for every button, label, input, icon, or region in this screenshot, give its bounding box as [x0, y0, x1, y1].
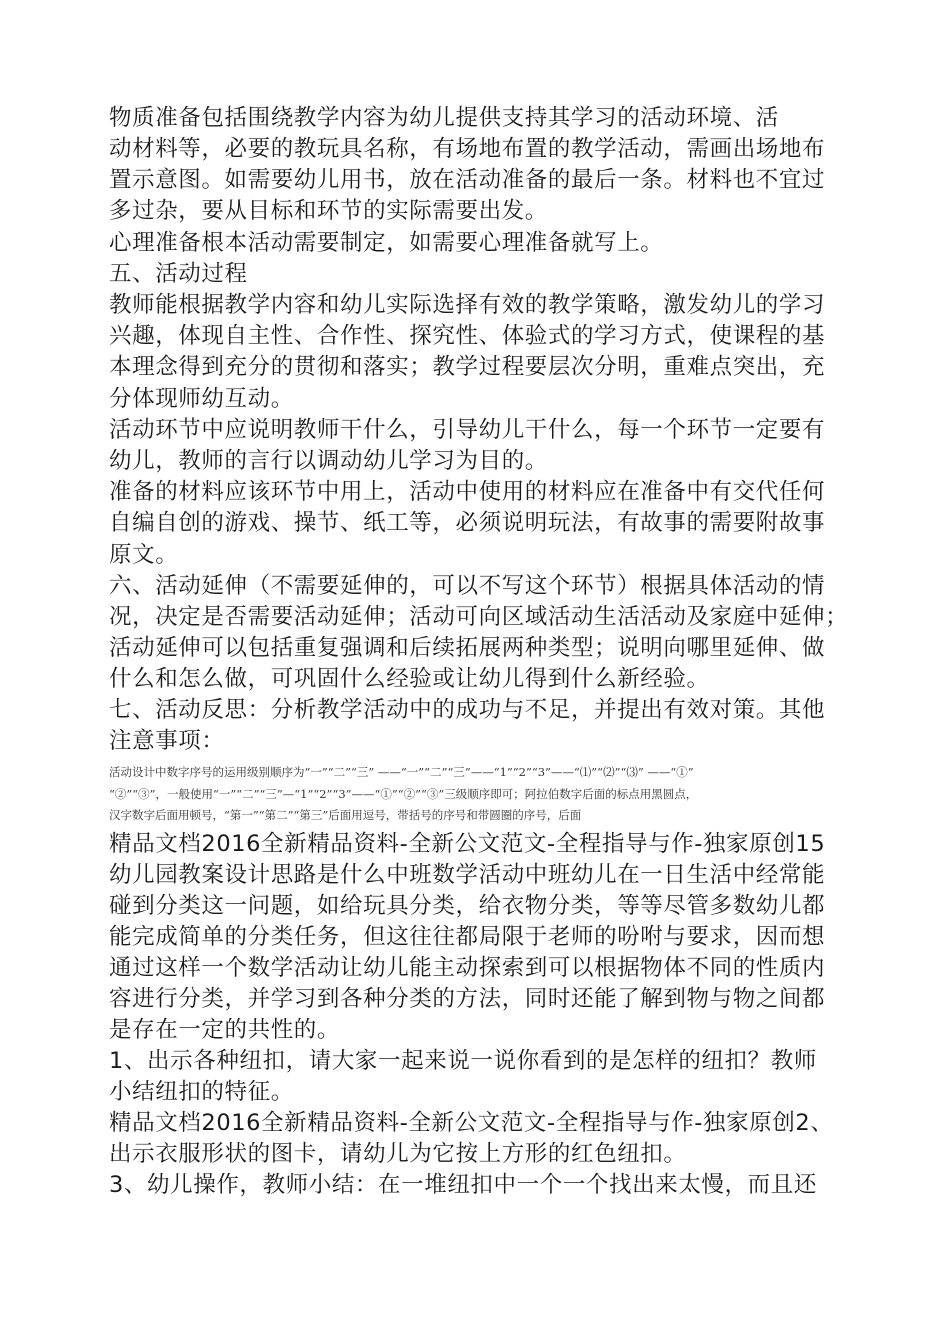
text-line: 心理准备根本活动需要制定，如需要心理准备就写上。 — [109, 230, 664, 256]
text-line: 小结纽扣的特征。 — [109, 1079, 294, 1105]
text-line: 精品文档2016全新精品资料-全新公文范文-全程指导与作-独家原创15 — [109, 831, 826, 857]
section-heading: 五、活动过程 — [109, 261, 248, 287]
text-line: 活动延伸可以包括重复强调和后续拓展两种类型；说明向哪里延伸、做 — [109, 635, 826, 661]
text-line: 本理念得到充分的贯彻和落实；教学过程要层次分明，重难点突出，充 — [109, 354, 826, 380]
text-line: 物质准备包括围绕教学内容为幼儿提供支持其学习的活动环境、活 — [109, 105, 779, 131]
text-line: 碰到分类这一问题，如给玩具分类，给衣物分类，等等尽管多数幼儿都 — [109, 893, 826, 919]
text-line: 兴趣，体现自主性、合作性、探究性、体验式的学习方式，使课程的基 — [109, 323, 826, 349]
note-line: “②”“③”，一般使用“一”“二”“三”—“1”“2”“3”——“①”“②”“③”三级顺序即可；阿拉伯数字后面的标点用黑圆点， — [109, 787, 698, 801]
text-line: 幼儿，教师的言行以调动幼儿学习为目的。 — [109, 448, 548, 474]
text-line: 什么和怎么做，可巩固什么经验或让幼儿得到什么新经验。 — [109, 666, 710, 692]
text-line: 3、幼儿操作，教师小结：在一堆纽扣中一个一个找出来太慢，而且还 — [109, 1172, 817, 1198]
text-line: 容进行分类，并学习到各种分类的方法，同时还能了解到物与物之间都 — [109, 986, 826, 1012]
text-line: 注意事项： — [109, 728, 225, 754]
section-heading: 七、活动反思：分析教学活动中的成功与不足，并提出有效对策。其他 — [109, 697, 826, 723]
text-line: 准备的材料应该环节中用上，活动中使用的材料应在准备中有交代任何 — [109, 479, 826, 505]
text-line: 自编自创的游戏、操节、纸工等，必须说明玩法，有故事的需要附故事 — [109, 510, 826, 536]
text-line: 幼儿园教案设计思路是什么中班数学活动中班幼儿在一日生活中经常能 — [109, 862, 826, 888]
section-heading: 六、活动延伸（不需要延伸的，可以不写这个环节）根据具体活动的情 — [109, 573, 826, 599]
text-line: 况，决定是否需要活动延伸；活动可向区域活动生活活动及家庭中延伸； — [109, 604, 849, 630]
text-line: 多过杂，要从目标和环节的实际需要出发。 — [109, 198, 548, 224]
text-line: 动材料等，必要的教玩具名称，有场地布置的教学活动，需画出场地布 — [109, 136, 826, 162]
text-line: 1、出示各种纽扣，请大家一起来说一说你看到的是怎样的纽扣？教师 — [109, 1048, 817, 1074]
text-line: 置示意图。如需要幼儿用书，放在活动准备的最后一条。材料也不宜过 — [109, 167, 826, 193]
note-line: 汉字数字后面用顿号，“第一”“第二”“第三”后面用逗号，带括号的序号和带圆圈的序号，后面 — [109, 808, 582, 822]
text-line: 分体现师幼互动。 — [109, 386, 294, 412]
text-line: 能完成简单的分类任务，但这往往都局限于老师的吩咐与要求，因而想 — [109, 924, 826, 950]
note-line: 活动设计中数字序号的运用级别顺序为“一”“二”“三” ——“一”“二”“三”——“1”“2”“3”——“⑴”“⑵”“⑶” ——“①” — [109, 765, 694, 779]
text-line: 精品文档2016全新精品资料-全新公文范文-全程指导与作-独家原创2、 — [109, 1110, 834, 1136]
text-line: 通过这样一个数学活动让幼儿能主动探索到可以根据物体不同的性质内 — [109, 955, 826, 981]
text-line: 出示衣服形状的图卡，请幼儿为它按上方形的红色纽扣。 — [109, 1141, 687, 1167]
text-line: 教师能根据教学内容和幼儿实际选择有效的教学策略，激发幼儿的学习 — [109, 292, 826, 318]
text-line: 是存在一定的共性的。 — [109, 1017, 341, 1043]
text-line: 活动环节中应说明教师干什么，引导幼儿干什么，每一个环节一定要有 — [109, 417, 826, 443]
text-line: 原文。 — [109, 542, 179, 568]
